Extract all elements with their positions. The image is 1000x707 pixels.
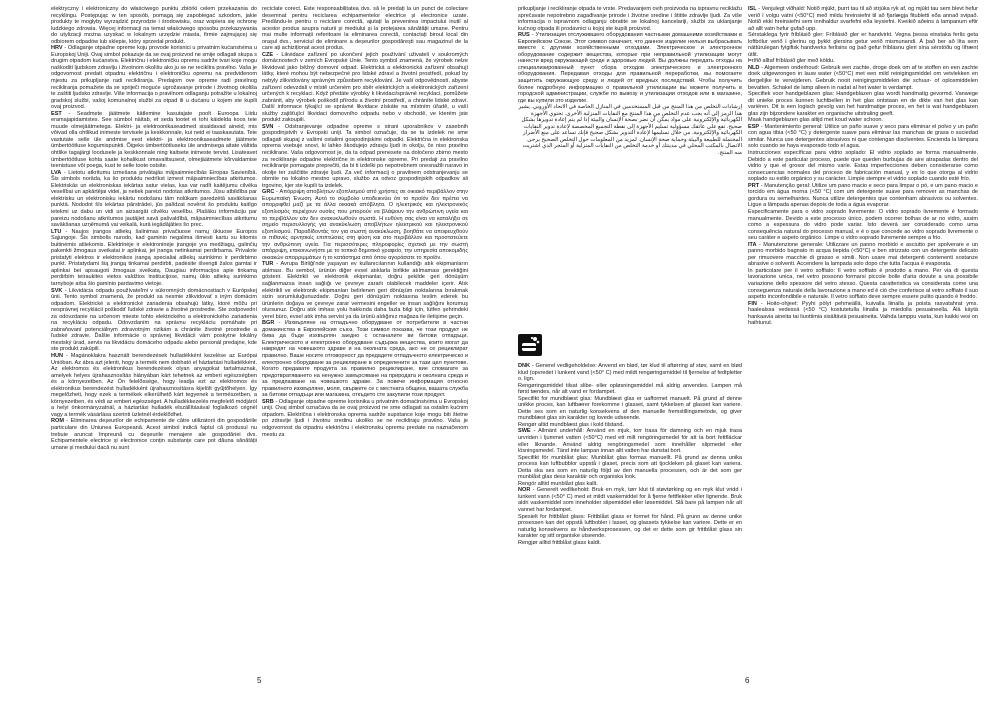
paragraph [518,383,742,396]
language-code: NOR [518,487,531,494]
paragraph-text: - Odstranjevanje odpadne opreme s strani uporabnikov v zasebnih gospodinjstvih v Evropski uniji. Ta simbol označuje, da se ta izdelek ne sme odlagati skupaj z vašimi ostalimi gospodinjskimi odpadki. Električna in elektronska oprema vsebuje snovi, ki lahko škodujejo zdravju ljudi in okolju, če niso pravilno reciklirane. Vaša odgovornost je, da ta odpad prenesete na določeno zbirno mesto za recikliranje odpadne električne in elektronske opreme. Pri predaji za pravilno recikliranje pomagate preprečiti, da bi ti izdelki po nepotrebnem onesnažili naravo in okolje ter zaščitite zdravje ljudi. Za več informacij o pravilnem odstranjevanju se obrnite na lokalno mestno upravo, službo za odvoz gospodinjskih odpadkov ali trgovino, kjer ste kupili ta izdelek. [262,123,468,189]
language-code: ESP [748,123,760,130]
paragraph-text: - Seadmete jäätmete kätlemine kasutajate poolt Euroopa Liidu eramajapidamistes. See sümbol näitab, et seda tootet ei tohi käidelda koos teie muude olmejäätmetega. Elektri- ja elektroonikaseadmed sisaldavad aineid, mis võivad olla ohtlikud inimeste tervisele ja keskkonnale, kui neid ei taaskasutata. Teie vastutate selle üle andmise eest elektri- ja elektroonikaseadmete jäätmete ümbertöötluse kogumispunkti. Õigeks ümbertöötluseks üle andmisega aitate vältida ohtlike tagajärgi loodusele ja keskkonnale ning kaitsete inimeste tervist. Lisateavet ümbertöötluse kohta saate kohalikust omavalitsusest, olmejäätmete kõrvaldamise teenistuse või poega, kust te selle toote ostsite. [51,110,257,170]
paragraph-text: Instrucciones específicas para vidrio soplado: El vidrio soplado se forma manualmente. Debido a este particular proceso, puede que queden burbujas de aire atrapadas dentro del vidrio y que el grosor del mismo varíe. Estas imperfecciones deben considerarse como consecuencias normales del proceso de fabricación manual, y es lo que otorga al vidrio soplado su estilo orgánico y su carácter. Limpie siempre el vidrio soplado cuando esté frío. [748,150,978,183]
paragraph [518,514,742,540]
language-code: ISL [748,6,757,12]
paragraph-text: Especificamente para o vidro soprado livremente: O vidro soprado livremente é formado manualmente. Devido a este processo único, podem ocorrer bolhas de ar no vidro, assim como a espessura do vidro pode variar. Isto deverá ser considerado como uma consequência natural do processo manual, e é o que concede ao vidro soprado livremente o seu caráter e aspeto orgânico. Limpe o vidro soprado livremente sempre a frio. [748,208,978,242]
paragraph-text: - Magánoklakra használt berendezések hulladékként kezelése az Európai Unióban. Az ábra azt jelenti, hogy a termék nem dobható el háztartási hulladékként. Az elektromos és elektronikus berendezések olyan anyagokat tartalmaznak, amelyek helyes újrahasznosítás hiányában kárt tehetnek az emberi egészségben és a környezetben. Az Ön felelőssége, hogy leadja ezt az elektromos és elektronikus berendezést hulladékként újrahasznosításra kijelölt gyűjtőhelyen. Így megelőzheti, hogy ezek a termékek elkerülhető kárt tegyenek a természetben, a környezetben, és védi az emberi egészséget. A hulladékkezelés megfelelő módjáról a helyi önkormányzatnál, a háztartási hulladék elszállításával foglalkozó cégnél vagy a termék vásárlása szerinti üzletnél érdeklődhet. [51,352,257,418]
paragraph-text: Rengör alltid munblåst glas kallt. [518,480,598,487]
paragraph-text: - Manutenzione generale: Utilizzare un panno morbido e asciutto per spolverare e un panno morbido bagnato in acqua tiepida (<50°C) e ben strizzato con un detergente delicato per rimuovere macchie di grasso e simili. Non usare mai detergenti contenenti sostanze abrasive o solventi. Accendere la lampada solo dopo che tutta l'acqua è evaporata. [748,241,978,268]
paragraph-text: Specifikt för munblåst glas: Munblåst glas formas manuellt. På grund av denna unika process kan luftbubblor uppstå i glaset, precis som att tjockleken på glaset kan variera. Detta ska ses som en naturlig följd av den manuella processen, och är det som ger munblåst glas dess karaktär och organiska look. [518,454,742,481]
paragraph [518,540,742,547]
paragraph [518,363,742,383]
paragraph-text: Maak handgeblazen glas altijd met koud water schoon. [748,117,884,124]
paragraph [51,170,257,229]
paragraph-text: - Allmänt underhåll: Använd en mjuk, torr trasa för damning och en mjuk trasa urvriden i ljummet vatten (<50°C) med ett milt rengöringsmedel för att ta bort fettfläckar eller liknande. Använd aldrig rengöringsmedel som innehåller slipmedel eller lösningsmedel. Tänd inte lampan innan allt vatten har dunstat bort. [518,428,742,455]
paragraph [51,6,257,45]
paragraph [518,32,742,104]
paragraph [748,91,978,117]
language-code: NLD [748,64,760,71]
paragraph [262,399,468,438]
language-code: LTU [51,228,62,235]
paragraph [262,6,468,52]
right-page [500,0,1000,707]
paragraph-text: Rengjør alltid frittblåst glass kaldt. [518,539,601,546]
language-code: TUR [262,261,274,268]
language-code: SRB [262,398,274,405]
paragraph [262,189,468,261]
paragraph-text: Rengør altid mundblæst glas i kold tilstand. [518,421,625,428]
paragraph-text: - Απόρριψη αποβλήτων εξοπλισμού από χρήστες σε οικιακό περιβάλλον στην Ευρωπαϊκή Ένωση. Αυτό το σύμβολο υποδεικνύει ότι το προϊόν δεν πρέπει να απορριφθεί μαζί με τα άλλα οικιακά απόβλητα. Ο ηλεκτρικός και ηλεκτρονικός εξοπλισμός περιέχουν ουσίες που μπορούν να βλάψουν την ανθρώπινη υγεία και το περιβάλλον εάν δεν ανακυκλωθούν σωστά. Η ευθύνη σας είναι να καταλήξει σε σημείο περισυλλογής για ανακύκλωση αποβλήτων ηλεκτρικού και ηλεκτρονικού εξοπλισμού. Παραδίδοντάς τον για σωστή ανακύκλωση, βοηθάτε να αποφευχθούν οι πιθανές αρνητικές επιπτώσεις στη φύση και στο περιβάλλον και προστατεύετε την ανθρώπινη υγεία. Για περισσότερες πληροφορίες σχετικά με την σωστή απόρριψη, επικοινωνήστε με το τοπικό δημοτικό γραφείο, την υπηρεσία αποκομιδής οικιακών απορριμμάτων ή το κατάστημα από όπου αγοράσατε το προϊόν. [262,189,468,261]
paragraph-text: - Generelt vedlikehold: Bruk en myk, tørr klut til støvtørking og en myk klut vridd i lunkent vann (<50° C) med et mildt vaskemiddel for å fjerne fettflekker eller lignende. Bruk aldri vaskemiddel som inneholder slipemiddel eller løsemiddel. Slå bare på lampen når alt vannet har fordampet. [518,487,742,514]
paragraph-text: - Lietotu atkritumu izmešana privātajās mājsaimniecībās Eiropas Savienībā. Šis simbols norāda, ka šo produktu nedrīkst izmest mājsaimniecības atkritumos. Elektriskās un elektroniskas iekārtas satur vielas, kas var radīt kaitējumu cilvēka veselībai un apkārtējai videi, ja netiek pareizi nodotas atkritumos. Jūsu atbildība par elektrisku un elektronisku iekārtu nodošanu tām nolūkam paredzētā savākšanas punktā. Nododot šīs iekārtas pārstrādei, jūs palīdzat novērst šo produktu kaitīgo ietekmi uz dabu un vidi un aizsargāt cilvēku veselību. Plašāku informāciju par pareizu nodošanu atkritumos jautājiet savā pašvaldībā, mājsaimniecības atkritumu savākšanas uzņēmumā vai veikalā, kurā iegādājāties šo prec. [51,169,257,229]
paragraph-text: reciclate corect. Este responsabilitatea dvs. să le predați la un punct de colectare desemnat pentru reciclarea echipamentelor electrice și electronice uzate. Predându-le pentru o reciclare corectă, ajutați la prevenirea impactului inutil al acestor produs asupra naturii și mediului și la protejarea sănătății umane. Pentru mai multe informații referitoare la eliminarea corectă, contactați biroul local din orașul dvs., serviciul de eliminare a deșeurilor gospodărești sau magazinul de la care ați achiziționat acest produs. [262,6,468,52]
language-code: ITA [748,241,757,248]
language-code: DNK [518,363,531,369]
paragraph-text: - Manutenção geral: Utilize um pano macio e seco para limpar o pó, e um pano macio e torcido em água morna (<50 °C) com um detergente suave para remover as manchas de gordura ou semelhantes. Nunca utilize detergentes que contenham abrasivos ou solventes. Ligue a lâmpada apenas depois de toda a água evaporar. [748,182,978,209]
paragraph [51,353,257,418]
language-code: SWE [518,428,531,435]
language-code: EST [51,110,62,117]
paragraph [518,428,742,454]
paragraph [262,52,468,124]
paragraph-text: elektryczny i elektroniczny do właściwego punktu zbiórki celem przekazania do recyklingu. Postępując w ten sposób, pomagą się zapobiegać szkodom, jakie produkty te mogłyby wyrządzić przyrodzie i środowisku, oraz wspiera się ochronę ludzkiego zdrowia. Więcej informacji na temat właściwego sposobu przekazywania do utylizacji można uzyskać w lokalnym urzędzie miasta, firmie zajmującej się odbiorem odpadów lub sklepie, który sprzedał produkt. [51,6,257,45]
language-code: LVA [51,169,62,176]
paragraph [518,455,742,481]
paragraph [748,32,978,58]
paragraph [748,301,978,327]
language-code: HUN [51,352,64,359]
paragraph-text: - Likvidácia odpadu používateľmi v súkromných domácnostiach v Európskej únii. Tento symbol znamená, že produkt sa nesmie zlikvidovať s iným domácim odpadom. Elektrické a elektronické zariadenia obsahujú látky, ktoré môžu pri nesprávnej recyklácii poškodiť ľudské zdravie a životné prostredie. Ste zodpovední za odovzdanie na určenom mieste tohto elektrického a elektronického zariadenia na recykláciu odpadu. Odovzdaním na správnu recykláciu pomáhate pri zabraňovaní potenciálnym zdravotným rizikám a chránite životné prostredie a ľudské zdravie. Ďalšie informácie o správnej likvidácii vám poskytne lokálny mestský úrad, servis na likvidáciu domáceho odpadu alebo personál predajne, kde ste produkt zakúpili. [51,287,257,353]
paragraph-text: - Hoito-ohjeet: Pyyhi pölyt pehmeällä, kuivalla liinalla ja poista rasvatahrat yms. haalealssa vedessä (<50 °C) kostutetulla liinalla ja miedolla pesuaineella. Älä käytä hankaavia aineita tai liuottimia sisältäviä pesuaineita. Vaihda lamppu vasta, kun kaikki vesi on haihtunut. [748,300,978,327]
paragraph [51,45,257,110]
paragraph-text: - Naujos įrangos atliekų šalinimas privačiuose namų ūkiuose Europos Sąjungoje. Šis simbolis nurodo, kad gaminio negalima išmesti kartu su kitomis buitinėmis atliekomis. Elektrinėje ir elektroninėje įrangoje yra medžiagų, galinčių pakenkti žmogaus sveikatai ir aplinkai, jei įranga netinkamai perdirbama. Privalote pristatyti elektros ir elektronikos įrangą specialiai atliekų surinkimo ir perdirbimo punkt. Pristatydami šią įrangą tinkamai perdirbti, padėsite išvengti žalos gamtai ir aplinkai bei apsaugoti žmogaus sveikatą. Daugiau informacijos apie tinkamą perdirbim teiraukitės vietos valdžios institucijose, namų ūkio atliekų surinkimo tarnyboje arba šio gaminio pardavimo vietoje. [51,228,257,287]
page-number: 6 [745,676,750,685]
paragraph-text: Specifikt for mundblæst glas: Mundblæst glas er uafformet manuelt. På grund af denne unikke proces, kan luftbærer forekomme i glasset, samt tykkelsen af glasset kan variere. Dette ses som en naturlig konsekvens af den manuelle fremstillingsmetode, og giver mundblæst glas sin karakter og lovede udseende. [518,395,742,422]
right-page-column-1-bottom [518,363,742,643]
paragraph [518,487,742,513]
paragraph [748,65,978,91]
paragraph-text: - Odlaganje otpadne opreme korisnika u privatnim domaćinstvima u Evropskoj uniji. Ovaj simbol označava da se ovaj proizvod ne sme odlagati sa ostalim kućnim otpadom. Električna i elektronska oprema sadrže supstance koje mogu biti štetne po zdravlje ljudi i životnu sredinu ukoliko se ne recikliraju pravilno. Vaša je odgovornost da otpadnu električnu i elektronsku opremu predate na naznačenom mestu za [262,398,468,438]
language-code: SVK [51,287,63,294]
paragraph-text: - Likvidace zařízení po ukončení jejich používání uživateli v soukromých domácnostech v zemích Evropské Unie. Tento symbol znamená, že výrobek nelze likvidovat jako běžný domovní odpad. Elektrická a elektronická zařízení obsahují látky, které mohou být nebezpečné pro lidské zdraví a životní prostředí, pokud by nebyly zlikvidovány správným způsobem recyklování. Je vaší odpovědností, abyste zařízení odevzdali v místě určeném pro sběr elektrických a elektronických zařízení určených k recyklaci. Když předáte výrobky k likvidaci/správné recyklaci, pomůžete zabránit, aby výrobek poškodil přírodu a životní prostředí, a chráníte lidské zdraví. Další informace týkající se správné likvidace získáte na místním úřadě, u vaší služby zajišťující likvidaci domovního odpadu nebo v obchodě, ve kterém jste produkt zakoupili. [262,51,468,124]
language-code: FIN [748,300,757,307]
left-page-column-1 [51,6,257,638]
paragraph-text: - Mantenimiento general: Utilice un paño suave y seco para eliminar el polvo y un paño con agua tibia (<50 °C) y detergente suave para eliminar las manchas de grasa o suciedad similar. Nunca use detergentes abrasivos ni que contengan disolventes. Encienda la lámpara solo cuando se haya evaporado todo el agua. [748,123,978,150]
paragraph [518,396,742,422]
language-code: BGR [262,320,275,327]
paragraph [748,242,978,268]
paragraph [748,150,978,183]
paragraph [748,6,978,32]
cleaning-sponge-icon [518,334,542,356]
paragraph [518,6,742,32]
paragraph-text: - Algemeen onderhoud: Gebruik een zachte, droge doek om af te stoffen en een zachte doek uitgewrongen in lauw water (<50°C) met een mild reinigingsmiddel om vetvlekken en dergelijke te verwijderen. Gebruik nooit reinigingsmiddelen die schuur- of oplosmiddelen bevatten. Schakel de lamp alleen in nadat al het water is verdampt. [748,64,978,91]
paragraph-text: - Изхвърляне на отпадъчно оборудване от потребители в частни домакинства в Европейския съюз. Този символ показва, че този продукт не бива да бъде изхвърлян заедно с останалите ви битови отпадъци. Електрическото и електронно оборудване съдържа вещества, които могат да навредят на човешкото здраве и на околната среда, ако не се рециклират правилно. Ваше носите отговорност да предадете отпадъчното електрическо и електронно оборудване за рециклиране в определените за тази цел пунктове. Когато предавате продукта за правилно рециклиране, вие спомагате за предотвратяването на ненужно замърсяване на природата и околната среда и за предпазване на човешкото здраве. За повече информация относно правилното изхвърляне, моля, свържете се с местната община, вашата служба за битови отпадъци или магазина, откъдето сте закупили този продукт. [262,320,468,399]
left-page-column-2 [262,6,468,638]
paragraph-text: In particolare per il vetro soffiato: Il vetro soffiato è prodotto a mano. Per via di questa lavorazione unica, nel vetro possono formarsi piccole bolle d'aria dovute a una possibile variazione dello spessore del vetro stesso. Questa caratteristica va considerata come una conseguenza naturale della lavorazione a mano ed è ciò che conferisce al vetro soffiato il suo aspetto inconfondibile e naturale. Il vetro soffiato deve sempre essere pulito quando è freddo. [748,267,978,301]
paragraph [262,320,468,399]
paragraph [262,261,468,320]
paragraph-text: Þrífið alltaf fríblásið gler með köldu. [748,58,835,65]
paragraph [51,288,257,353]
paragraph-text: prikupljanje i recikliranje otpada te vrste. Predavanjem ovih proizvoda na ispravnu reciklažu sprečavate nepotrebno zagađivanje prirode i životne sredine i štitite zdravlje ljudi. Za više informacija o ispravnom odlaganju obratite se lokalnoj kancelariji, službi za uklanjanje kućnog otpada ili prodavnici u kojoj ste kupili proizvod. [518,6,742,32]
paragraph [51,229,257,288]
paragraph [51,111,257,170]
paragraph-text: - Утилизация отслужившего оборудования частными домашними хозяйствами в Европейском Союзе. Этот символ означает, что данное изделие нельзя выбрасывать вместе с другими хозяйственными отходами. Электрическое и электронное оборудование содержит вещества, которые при неправильной утилизации могут нанести вред окружающей среде и здоровью людей. Вы должны передать отходы на специализированный пункт сбора отходов электрического и электронного оборудования. Передавая отходы для правильной переработки, вы помогаете защитить окружающую среду и людей от вредных последствий. Чтобы получить более подробную информацию о правильной утилизации вы можете получить в городской администрации, службе по вывозу и утилизации отходов или в магазине, где вы купили это изделие. [518,32,742,104]
paragraph-text: Sérstaklega fyrir fríblásið gler: Fríblásið gler er handvirkt. Vegna þessa einstaka ferlis geta loftbólur verið í glerinu og þykkt glersins getur verið mismunandi. Á það ber að líta sem náttúrulegan fylgifisk handverks ferlisins og það gefur fríblásnu gleri sína sérstöðu og lífrænt útlit. [748,32,978,58]
arabic-paragraph: إرشادات التخلص من هذا المنتج من قبل المستخدمين في المنازل الخاصة في الاتحاد الأوروبي. يشير هذا الرمز إلى أنه يجب عدم التخلص من هذا المنتج مع النفايات المنزلية الأخرى. تحتوي الأجهزة الكهربائية والإلكترونية على مواد يمكن أن تضر بصحة الإنسان والبيئة إذا لم يتم إعادة تدويرها بشكل صحيح. تقع على عاتقك مسؤولية تسليم الأجهزة إلى نقطة التجميع المخصصة لإعادة تدوير النفايات الكهربائية والإلكترونية. من خلال تسليمها لإعادة التدوير بشكل صحيح فإنك تساعد على منع الأضرار المحتملة للطبيعة والبيئة وحماية صحة الإنسان. لمزيد من المعلومات حول التخلص الصحيح يرجى الاتصال بالمكتب المحلي في مدينتك أو خدمة التخلص من النفايات المنزلية أو المتجر الذي اشتريت منه المنتج. [518,104,742,157]
language-code: GRC [262,189,275,196]
paragraph [748,209,978,242]
paragraph-text: - Eliminarea deșeurilor de echipamente de către utilizatorii din gospodăriile particulare din Uniunea Europeană. Acest simbol indică faptul că produsul nu trebuie aruncat împreună cu deșeurile menajere ale gospodăriei dvs. Echipamentele electrice și electronice conțin substanțe care pot dăuna sănătății umane și mediului dacă nu sunt [51,418,257,451]
paragraph-text: Rengøringsmiddel tilsat slibe- eller opløsningsmiddel må aldrig anvendes. Lampen må først tændes, når alt vand er fordampet. [518,382,742,396]
paragraph-text: - Venjulegt viðhald: Notið mjúkt, þurrt tau til að strjúka ryk af, og mjúkt tau sem blevt hefur verið í volgu vatni (<50°C) með mildu hreinsiefni til að fjarlægja fitubletti eða annað svipað. Notið ekki hreinsiefni sem innihaldur svarfefni eða leysiefni. Kveikið aðeins á lampanum eftir að allt vatn hefur gufað upp. [748,6,978,32]
language-code: HRV [51,45,63,52]
paragraph [51,418,257,451]
language-code: PRT [748,182,760,189]
right-page-column-1-top [518,6,742,326]
paragraph [262,124,468,189]
paragraph-text: - Odlaganje otpadne opreme koju provode korisnici u privatnim kućanstvima u Europskoj Uniji. Ovaj simbol pokazuje da se ovaj proizvod ne smije odlagati skupa s drugim otpadom kućanstva. Električnu i elektroničku opremu sadrže tvari koje mogu naškoditi ljudskom zdravlju i životnom okolišu ako ju se ne reciklira pravilno. Vaša je odgovornost predati otpadnu električnu i elektroničku opremu na predviđenom mjestu za prikupljanje radi recikliranja. Predajom ove opreme radi pravilnog recikliranja pomažete da se spriječi moguće ugrožavanje prirode i životnog okoliša te zaštiti ljudsko zdravlje. Više informacija o pravilnom odlaganju potražite u lokalnoj gradskoj službi, vašoj komunalnoj službi za otpad ili u dućanu u kojem ste kupili ovaj proizvod. [51,45,257,111]
language-code: CZE [262,51,274,58]
language-code: ROM [51,418,64,425]
page-number: 5 [257,676,262,685]
paragraph-text: Specifiek voor handgeblazen glas: Handgeblazen glas wordt handmatig gevormd. Vanwege dit unieke proces kunnen luchtbellen in het glas ontstaan en de dikte van het glas kan variëren. Dit is een logisch gevolg van het handmatige proces, en het is wat handgeblazen glas zijn bijzondere karakter en organische uitstraling geeft. [748,91,978,117]
paragraph-text: Spesielt for frittblåst glass: Frittblåst glass er formet for hånd. På grunn av denne unike prosessen kan det oppstå luftbobler i lasset, og glassets tykkelse kan variere. Dette er en naturlig konsekvens av håndverksprosessen, og det er dette som gir frittblåst glass sin karakter og sitt organiske utseende. [518,513,742,540]
language-code: SVN [262,123,274,130]
paragraph [748,124,978,150]
paragraph-text: - Generel vedligeholdelse: Anvend en blød, tør klud til aftørring af støv, samt en blød klud (opvredet i lunkent vand (<50° C) med mildt rengøringsmiddel til fjernelse af fedtpletter o. lign. [518,363,742,383]
paragraph-text: - Avrupa Birliği'nde yaşayan ev kullanıcılarının kullandığı atık ekipmanların atılması. Bu sembol, ürünün diğer evsel atıklarla birlikte atılmaması gerektiğini gösterir. Elektrikli ve elektronik ekipmanlar, doğru şekilde geri dönüşüm sağlanmazsa insan sağlığı ve çevreye zararlı olabilecek maddeler içerir. Atık elektrikli ve elektronik ekipmanları belirlenen geri dönüşüm noktalarına bırakmak sizin sorumluluğunuzdadır. Doğru geri dönüşüm noktasına teslim ederek bu ürünlerin doğaya ve çevreye zarar vermesini engeller ve insan sağlığını korumuş olursunuz. Doğru atık imhası yolu hakkında daha fazla bilgi için, lütfen şehrindeki yerel büro, evsel atık imha servisi ya da ürünü aldığınız mağaza ile iletişime geçin. [262,261,468,320]
paragraph [748,268,978,301]
paragraph [748,183,978,209]
language-code: RUS [518,32,530,39]
right-page-column-2 [748,6,978,638]
